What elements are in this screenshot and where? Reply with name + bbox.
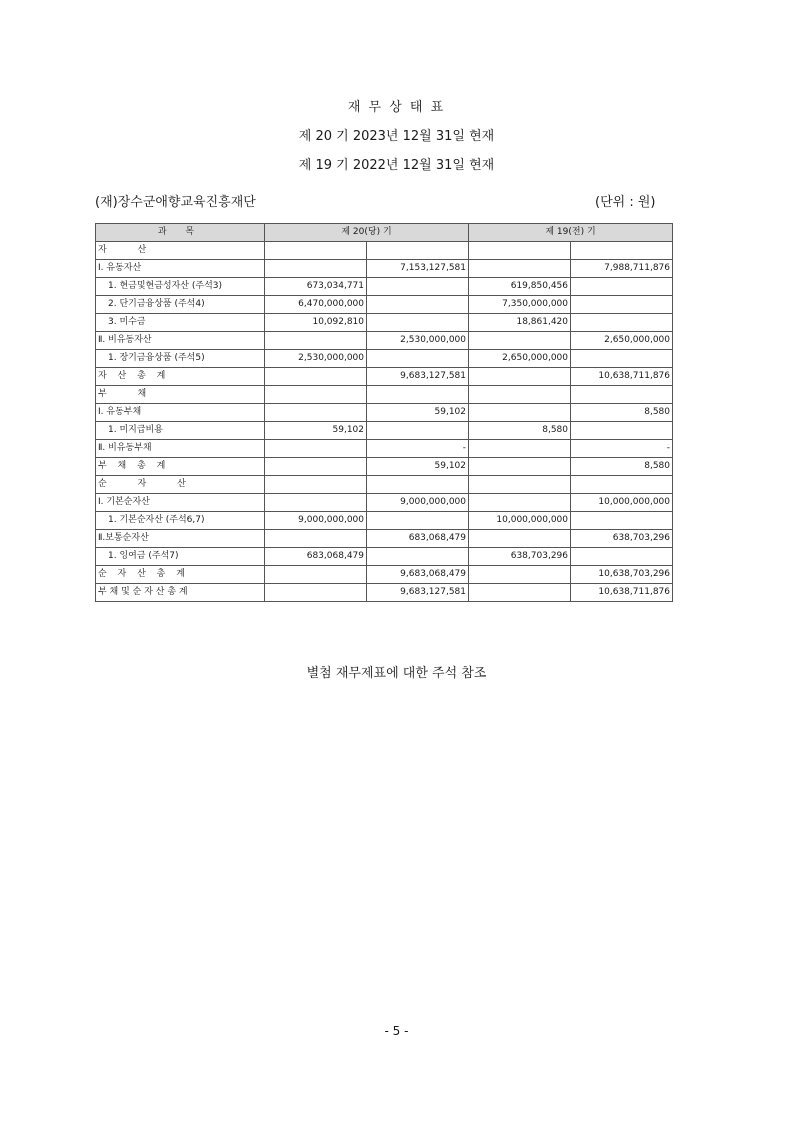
table-row [96, 548, 673, 566]
prior-total-amount [571, 512, 673, 530]
table-row [96, 332, 673, 350]
current-detail-amount: 10,092,810 [265, 314, 367, 332]
prior-total-amount: 8,580 [571, 404, 673, 422]
current-total-amount: 2,530,000,000 [367, 332, 469, 350]
row-label: Ⅰ. 기본순자산 [96, 494, 265, 512]
current-detail-amount: 59,102 [265, 422, 367, 440]
prior-total-amount: 2,650,000,000 [571, 332, 673, 350]
current-detail-amount: 2,530,000,000 [265, 350, 367, 368]
row-label: Ⅰ. 유동자산 [96, 260, 265, 278]
organization-name: (재)장수군애향교육진흥재단 [95, 195, 256, 210]
current-total-amount: 683,068,479 [367, 530, 469, 548]
current-total-amount: 9,683,127,581 [367, 584, 469, 602]
prior-detail-amount: 10,000,000,000 [469, 512, 571, 530]
current-detail-amount [265, 584, 367, 602]
current-total-amount: - [367, 440, 469, 458]
prior-total-amount: 10,638,711,876 [571, 584, 673, 602]
balance-sheet-table [95, 223, 673, 602]
current-total-amount: 9,683,068,479 [367, 566, 469, 584]
prior-detail-amount [469, 368, 571, 386]
unit-label: (단위 : 원) [595, 195, 656, 210]
current-detail-amount [265, 404, 367, 422]
current-detail-amount [265, 386, 367, 404]
row-label: 1. 장기금융상품 (주석5) [96, 350, 265, 368]
prior-detail-amount [469, 260, 571, 278]
row-label: Ⅱ. 비유동부채 [96, 440, 265, 458]
prior-total-amount [571, 296, 673, 314]
prior-detail-amount [469, 530, 571, 548]
current-detail-amount: 6,470,000,000 [265, 296, 367, 314]
prior-total-amount: 10,638,711,876 [571, 368, 673, 386]
table-row [96, 260, 673, 278]
prior-detail-amount: 18,861,420 [469, 314, 571, 332]
row-label: Ⅰ. 유동부채 [96, 404, 265, 422]
current-total-amount [367, 512, 469, 530]
prior-total-amount [571, 386, 673, 404]
row-label: 부 채 [96, 386, 265, 404]
prior-detail-amount: 619,850,456 [469, 278, 571, 296]
table-row [96, 368, 673, 386]
row-label: 3. 미수금 [96, 314, 265, 332]
current-total-amount: 59,102 [367, 404, 469, 422]
prior-detail-amount: 2,650,000,000 [469, 350, 571, 368]
prior-detail-amount [469, 404, 571, 422]
prior-total-amount [571, 350, 673, 368]
prior-detail-amount: 7,350,000,000 [469, 296, 571, 314]
current-detail-amount [265, 242, 367, 260]
table-row [96, 296, 673, 314]
period-prior: 제 19 기 2022년 12월 31일 현재 [298, 158, 495, 173]
table-row [96, 350, 673, 368]
current-detail-amount [265, 260, 367, 278]
current-detail-amount [265, 458, 367, 476]
row-label: 순 자 산 [96, 476, 265, 494]
current-detail-amount [265, 332, 367, 350]
row-label: 2. 단기금융상품 (주석4) [96, 296, 265, 314]
prior-total-amount [571, 422, 673, 440]
prior-detail-amount [469, 386, 571, 404]
current-total-amount [367, 278, 469, 296]
current-detail-amount [265, 494, 367, 512]
row-label: 순 자 산 총 계 [96, 566, 265, 584]
current-detail-amount [265, 368, 367, 386]
row-label: 자 산 [96, 242, 265, 260]
row-label: 1. 기본순자산 (주석6,7) [96, 512, 265, 530]
table-row [96, 242, 673, 260]
prior-total-amount [571, 242, 673, 260]
row-label: Ⅱ.보통순자산 [96, 530, 265, 548]
row-label: 1. 현금및현금성자산 (주석3) [96, 278, 265, 296]
table-row [96, 440, 673, 458]
prior-total-amount: 638,703,296 [571, 530, 673, 548]
table-row [96, 512, 673, 530]
prior-total-amount: 8,580 [571, 458, 673, 476]
row-label: 부 채 및 순 자 산 총 계 [96, 584, 265, 602]
table-row [96, 476, 673, 494]
table-row [96, 494, 673, 512]
period-current: 제 20 기 2023년 12월 31일 현재 [298, 129, 495, 144]
current-detail-amount [265, 440, 367, 458]
table-row [96, 458, 673, 476]
prior-total-amount: 7,988,711,876 [571, 260, 673, 278]
header-prior: 제 19(전) 기 [469, 224, 673, 242]
current-total-amount [367, 548, 469, 566]
prior-total-amount [571, 476, 673, 494]
table-row [96, 584, 673, 602]
table-row [96, 314, 673, 332]
current-detail-amount [265, 530, 367, 548]
current-total-amount: 7,153,127,581 [367, 260, 469, 278]
current-total-amount [367, 422, 469, 440]
current-total-amount [367, 296, 469, 314]
prior-detail-amount [469, 584, 571, 602]
prior-detail-amount [469, 332, 571, 350]
prior-detail-amount [469, 458, 571, 476]
prior-detail-amount [469, 494, 571, 512]
current-detail-amount [265, 566, 367, 584]
row-label: 1. 잉여금 (주석7) [96, 548, 265, 566]
row-label: 부 채 총 계 [96, 458, 265, 476]
current-total-amount [367, 476, 469, 494]
current-total-amount: 9,683,127,581 [367, 368, 469, 386]
prior-total-amount [571, 278, 673, 296]
current-total-amount [367, 386, 469, 404]
prior-detail-amount: 638,703,296 [469, 548, 571, 566]
page-number: - 5 - [384, 1024, 409, 1038]
table-row [96, 422, 673, 440]
notes-reference: 별첨 재무제표에 대한 주석 참조 [306, 666, 487, 681]
table-row [96, 386, 673, 404]
current-detail-amount: 9,000,000,000 [265, 512, 367, 530]
row-label: 자 산 총 계 [96, 368, 265, 386]
table-row [96, 530, 673, 548]
prior-detail-amount: 8,580 [469, 422, 571, 440]
current-detail-amount: 673,034,771 [265, 278, 367, 296]
current-total-amount [367, 350, 469, 368]
prior-detail-amount [469, 440, 571, 458]
current-total-amount: 9,000,000,000 [367, 494, 469, 512]
current-detail-amount [265, 476, 367, 494]
table-row [96, 278, 673, 296]
prior-total-amount: 10,000,000,000 [571, 494, 673, 512]
prior-detail-amount [469, 476, 571, 494]
statement-title: 재 무 상 태 표 [347, 100, 446, 115]
table-header [96, 224, 673, 242]
prior-total-amount [571, 314, 673, 332]
table-row [96, 566, 673, 584]
prior-total-amount: 10,638,703,296 [571, 566, 673, 584]
current-total-amount [367, 314, 469, 332]
header-account: 과 목 [96, 224, 265, 242]
prior-detail-amount [469, 242, 571, 260]
prior-detail-amount [469, 566, 571, 584]
current-detail-amount: 683,068,479 [265, 548, 367, 566]
prior-total-amount: - [571, 440, 673, 458]
current-total-amount [367, 242, 469, 260]
row-label: Ⅱ. 비유동자산 [96, 332, 265, 350]
current-total-amount: 59,102 [367, 458, 469, 476]
header-current: 제 20(당) 기 [265, 224, 469, 242]
table-row [96, 404, 673, 422]
row-label: 1. 미지급비용 [96, 422, 265, 440]
prior-total-amount [571, 548, 673, 566]
